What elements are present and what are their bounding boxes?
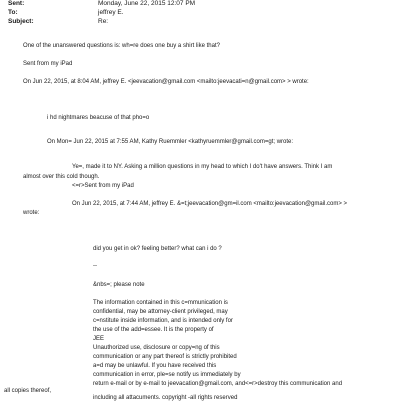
body-line-sent-from-ipad-2: <=r>Sent from my iPad xyxy=(72,183,134,189)
body-line-sent-from-ipad: Sent from my iPad xyxy=(23,61,73,67)
quoted-header-2: On Mon= Jun 22, 2015 at 7:55 AM, Kathy Ruemmler <kathyruemmler@gmail.com=gt; wrote: xyxy=(47,139,294,145)
disclaimer-line-3: c=nstitute inside information, and is intended only for xyxy=(93,318,233,324)
signature-separator: -- xyxy=(93,263,97,269)
disclaimer-line-6: Unauthorized use, disclosure or copy=ng of this xyxy=(93,345,220,351)
please-note: &nbs=; please note xyxy=(93,282,145,288)
subject-value: Re: xyxy=(98,18,109,25)
disclaimer-line-11: all copies thereof, xyxy=(4,388,52,394)
disclaimer-line-1: The information contained in this c=mmunication is xyxy=(93,300,228,306)
quoted-header-3-wrote: wrote: xyxy=(23,210,40,216)
disclaimer-line-4: the use of the add=essee. It is the property of xyxy=(93,327,214,333)
subject-label: Subject: xyxy=(8,18,34,25)
disclaimer-line-8: a=d may be unlawful. If you have received this xyxy=(93,363,217,369)
body-line-cold: almost over this cold though. xyxy=(23,174,100,180)
quoted-header-3: On Jun 22, 2015, at 7:44 AM, jeffrey E. &=t;jeevacation@gm=il.com <mailto:jeevacation@gmail.com> > xyxy=(72,201,348,207)
to-value: jeffrey E. xyxy=(98,9,124,16)
sent-label: Sent: xyxy=(8,0,25,7)
disclaimer-line-2: confidential, may be attorney-client privileged, may xyxy=(93,309,228,315)
disclaimer-line-5: JEE xyxy=(93,336,105,342)
body-line-question: One of the unanswered questions is: wh=re does one buy a shirt like that? xyxy=(23,43,220,49)
disclaimer-line-7: communication or any part thereof is strictly prohibited xyxy=(93,354,237,360)
body-line-made-it: Ye=, made it to NY. Asking a million questions in my head to which I do't have answers. Think I am xyxy=(72,164,333,170)
sent-value: Monday, June 22, 2015 12:07 PM xyxy=(98,0,196,7)
body-line-get-in-ok: did you get in ok? feeling better? what can i do ? xyxy=(93,246,222,252)
disclaimer-line-10: return e-mail or by e-mail to jeevacation@gmail.com, and<=r>destroy this communication and xyxy=(93,381,343,387)
to-label: To: xyxy=(8,9,18,16)
body-line-nightmares: i hd nightmares beacuse of that pho=o xyxy=(47,115,150,121)
disclaimer-line-9: communication in error, ple=se notify us immediately by xyxy=(93,372,241,378)
disclaimer-line-12: including all attacuments. copyright -all rights reserved xyxy=(93,395,238,401)
quoted-header-1: On Jun 22, 2015, at 8:04 AM, jeffrey E. <jeevacation@gmail.com <mailto:jeevacati=n@gmail.com> > wrote: xyxy=(23,79,309,85)
